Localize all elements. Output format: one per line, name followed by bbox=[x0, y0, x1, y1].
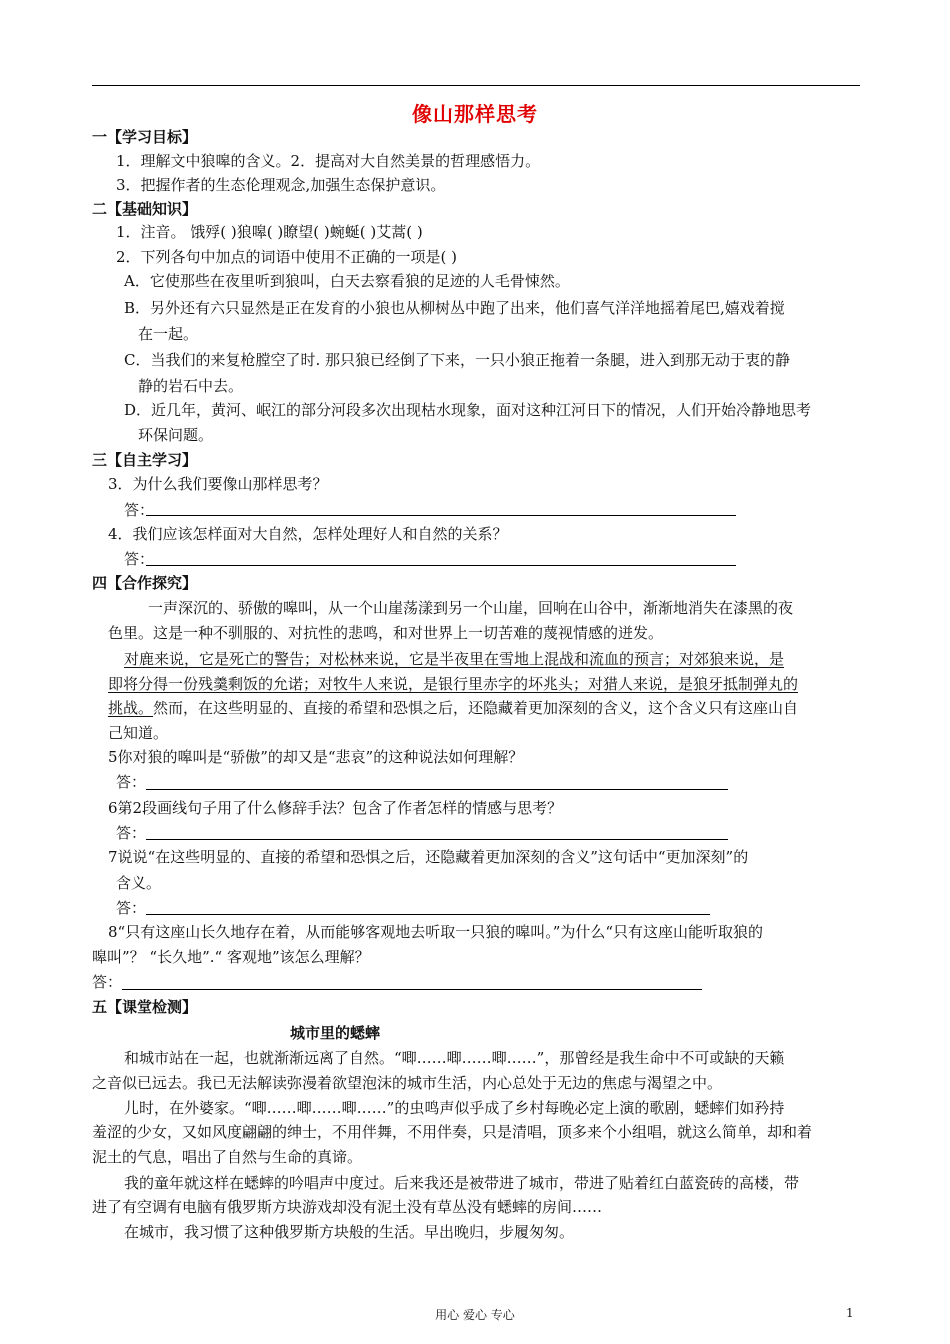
answer-6-line[interactable] bbox=[146, 839, 728, 840]
goal-line-1: 1．理解文中狼嗥的含义。2．提高对大自然美景的哲理感悟力。 bbox=[116, 152, 541, 170]
question-4: 4．我们应该怎样面对大自然，怎样处理好人和自然的关系？ bbox=[108, 525, 508, 543]
passage-p2-line-3-rest: 然而，在这些明显的、直接的希望和恐惧之后，还隐藏着更加深刻的含义，这个含义只有这座山自 bbox=[153, 699, 799, 717]
question-7-line-1: 7说说“在这些明显的、直接的希望和恐惧之后，还隐藏着更加深刻的含义”这句话中“更加深刻”的 bbox=[108, 848, 749, 866]
page-number: 1 bbox=[846, 1306, 854, 1320]
section-1-heading: 一【学习目标】 bbox=[92, 128, 198, 146]
option-d-line-2: 环保问题。 bbox=[138, 426, 214, 444]
option-a: A．它使那些在夜里听到狼叫，白天去察看狼的足迹的人毛骨悚然。 bbox=[124, 272, 570, 290]
answer-8-line[interactable] bbox=[122, 989, 702, 990]
question-7-line-2: 含义。 bbox=[116, 874, 162, 892]
question-5: 5你对狼的嗥叫是“骄傲”的却又是“悲哀”的这种说法如何理解？ bbox=[108, 748, 524, 766]
reading-p3-line-1: 我的童年就这样在蟋蟀的吟唱声中度过。后来我还是被带进了城市，带进了贴着红白蓝瓷砖的高楼，带 bbox=[124, 1174, 800, 1192]
option-c-line-1: C．当我们的来复枪膛空了时. 那只狼已经倒了下来，一只小狼正拖着一条腿，进入到那无动于衷的静 bbox=[124, 351, 791, 369]
answer-5-line[interactable] bbox=[146, 789, 728, 790]
passage-p2-line-1: 对鹿来说，它是死亡的警告；对松林来说，它是半夜里在雪地上混战和流血的预言；对郊狼来说，是 bbox=[124, 650, 785, 668]
pinyin-question: 1．注音。 饿殍( )狼嗥( )瞭望( )蜿蜒( )艾蒿( ) bbox=[116, 223, 423, 241]
answer-3-label: 答： bbox=[124, 501, 155, 519]
header-rule bbox=[92, 85, 860, 86]
passage-p1-line-2: 色里。这是一种不驯服的、对抗性的悲鸣，和对世界上一切苦难的蔑视情感的迸发。 bbox=[108, 624, 664, 642]
choice-question: 2．下列各句中加点的词语中使用不正确的一项是( ) bbox=[116, 248, 458, 266]
passage-p2-line-2: 即将分得一份残羹剩饭的允诺；对牧牛人来说，是银行里赤字的坏兆头；对猎人来说，是狼牙抵制弹丸的 bbox=[108, 675, 799, 693]
option-b-line-2: 在一起。 bbox=[138, 325, 199, 343]
reading-p1-line-1: 和城市站在一起，也就渐渐远离了自然。“唧……唧……唧……”，那曾经是我生命中不可或缺的天籁 bbox=[124, 1049, 785, 1067]
option-d-line-1: D．近几年，黄河、岷江的部分河段多次出现枯水现象，面对这种江河日下的情况，人们开始冷静地思考 bbox=[124, 401, 812, 419]
passage-p2-line-3 bbox=[108, 698, 798, 718]
answer-4-line[interactable] bbox=[146, 565, 736, 566]
reading-p1-line-2: 之音似已远去。我已无法解读弥漫着欲望泡沫的城市生活，内心总处于无边的焦虑与渴望之中。 bbox=[92, 1074, 723, 1092]
reading-p2-line-3: 泥土的气息，唱出了自然与生命的真谛。 bbox=[92, 1148, 363, 1166]
reading-p4: 在城市，我习惯了这种俄罗斯方块般的生活。早出晚归，步履匆匆。 bbox=[124, 1223, 575, 1241]
reading-p2-line-1: 儿时，在外婆家。“唧……唧……唧……”的虫鸣声似乎成了乡村每晚必定上演的歌剧，蟋蟀们如矜持 bbox=[124, 1099, 785, 1117]
passage-p2-underlined-end: 挑战。 bbox=[108, 699, 154, 717]
page-title: 像山那样思考 bbox=[412, 102, 538, 126]
answer-4-label: 答： bbox=[124, 550, 155, 568]
passage-p1-line-1: 一声深沉的、骄傲的嗥叫，从一个山崖荡漾到另一个山崖，回响在山谷中，渐渐地消失在漆黑的夜 bbox=[148, 599, 794, 617]
section-5-heading: 五【课堂检测】 bbox=[92, 998, 198, 1016]
question-8-line-1: 8“只有这座山长久地存在着，从而能够客观地去听取一只狼的嗥叫。”为什么“只有这座山能听取狼的 bbox=[108, 923, 764, 941]
option-b-line-1: B．另外还有六只显然是正在发育的小狼也从柳树丛中跑了出来，他们喜气洋洋地摇着尾巴,嬉戏着搅 bbox=[124, 299, 785, 317]
section-4-heading: 四【合作探究】 bbox=[92, 574, 198, 592]
goal-line-2: 3．把握作者的生态伦理观念,加强生态保护意识。 bbox=[116, 176, 446, 194]
passage-p2-line-4: 己知道。 bbox=[108, 724, 169, 742]
answer-5-label: 答： bbox=[116, 773, 147, 791]
answer-8-label: 答： bbox=[92, 973, 123, 991]
reading-p2-line-2: 羞涩的少女，又如风度翩翩的绅士，不用伴舞，不用伴奏，只是清唱，顶多来个小组唱，就这么简单，却和着 bbox=[92, 1123, 813, 1141]
option-c-line-2: 静的岩石中去。 bbox=[138, 377, 244, 395]
question-6: 6第2段画线句子用了什么修辞手法？包含了作者怎样的情感与思考？ bbox=[108, 799, 563, 817]
section-2-heading: 二【基础知识】 bbox=[92, 200, 198, 218]
answer-7-line[interactable] bbox=[146, 914, 710, 915]
answer-6-label: 答： bbox=[116, 824, 147, 842]
question-3: 3．为什么我们要像山那样思考？ bbox=[108, 475, 328, 493]
reading-title: 城市里的蟋蟀 bbox=[290, 1024, 381, 1042]
page-footer: 用心 爱心 专心 bbox=[435, 1308, 515, 1322]
answer-7-label: 答： bbox=[116, 899, 147, 917]
reading-p3-line-2: 进了有空调有电脑有俄罗斯方块游戏却没有泥土没有草丛没有蟋蟀的房间…… bbox=[92, 1198, 603, 1216]
question-8-line-2: 嗥叫”？ “长久地”.“ 客观地”该怎么理解？ bbox=[92, 948, 370, 966]
answer-3-line[interactable] bbox=[146, 515, 736, 516]
section-3-heading: 三【自主学习】 bbox=[92, 451, 198, 469]
